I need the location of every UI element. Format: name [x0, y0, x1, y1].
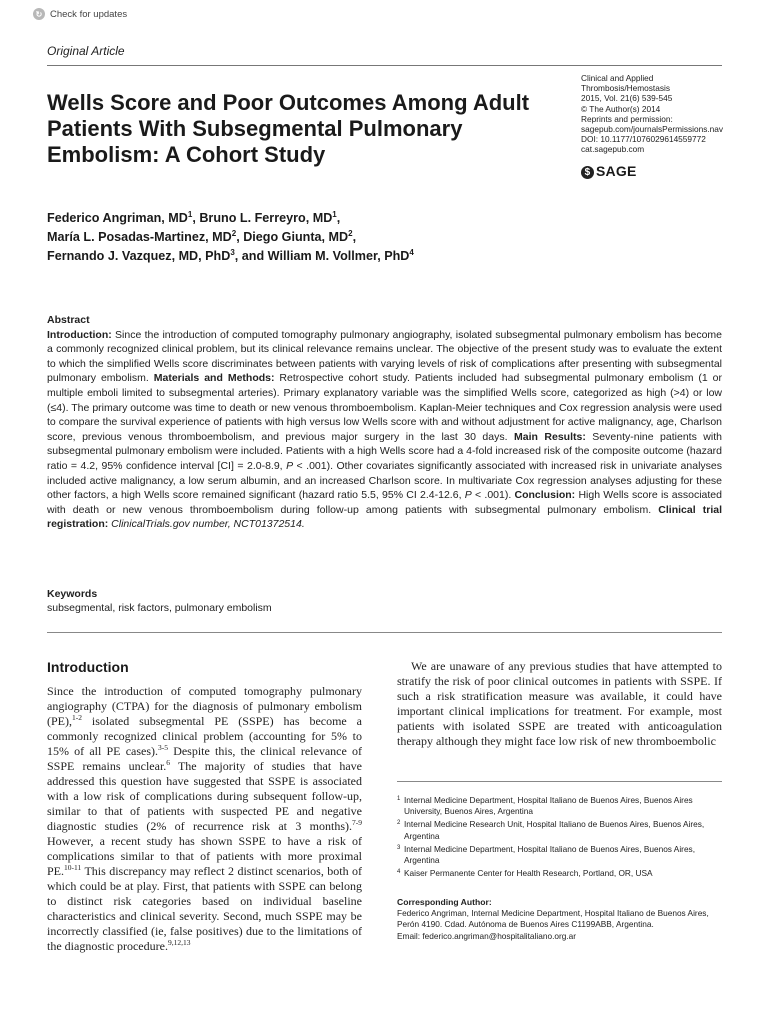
citation[interactable]: 10-11: [64, 863, 82, 872]
citation[interactable]: 9,12,13: [167, 938, 191, 947]
methods-text: Retrospective cohort study. Patients included had subsegmental pulmonary embolism (1 or multiple emboli limited to subsegmental arteries). Primary explanatory variable was the simplified Wells score, categorized as high (>4) or low (≤4). The primary outcome was time to death or new venous thromboembolism. Kaplan-Meier techniques and Cox regression analysis were used to compare the survival experience of patients with high versus low Wells score with and without adjustment for active malignancy, age, Charlson score, previous venous thromboembolism, and previous major surgery in the last 30 days.: [47, 372, 722, 443]
affiliation-mark: 1: [187, 210, 193, 219]
introduction-right-column: [397, 659, 722, 749]
publisher-name: SAGE: [596, 163, 637, 179]
results-text: Seventy-nine patients with subsegmental pulmonary embolism were included. Patients with a high Wells score had a 4-fold increased risk of the composite outcome (hazard ratio = 4.2, 95% confidence interval [CI] = 2.0-8.9,: [47, 430, 722, 472]
affiliation-mark: 3: [230, 248, 235, 257]
keywords-heading: Keywords: [47, 588, 98, 600]
doi[interactable]: DOI: 10.1177/1076029614559772: [581, 134, 706, 145]
conclusion-label: Conclusion:: [511, 489, 576, 502]
journal-name-line: Thrombosis/Hemostasis: [581, 83, 670, 94]
affiliation-text: Internal Medicine Department, Hospital Italiano de Buenos Aires, Buenos Aires University, Buenos Aires, Argentina: [404, 795, 693, 817]
affiliation-text: Internal Medicine Research Unit, Hospital Italiano de Buenos Aires, Buenos Aires, Argentina: [404, 819, 705, 841]
author-name: , Bruno L. Ferreyro, MD: [192, 211, 333, 225]
journal-url[interactable]: cat.sagepub.com: [581, 144, 645, 155]
affiliation-mark: 1: [332, 210, 337, 219]
corresponding-email[interactable]: Email: federico.angriman@hospitalitaliano.org.ar: [397, 930, 577, 941]
separator: ,: [352, 230, 357, 244]
p-symbol: P: [286, 459, 294, 472]
sage-logo-icon: $: [581, 166, 594, 179]
affiliation-mark: 4: [409, 248, 414, 257]
author-line: [47, 228, 567, 247]
introduction-left-column: [47, 684, 362, 954]
intro-label: Introduction:: [47, 328, 112, 341]
intro-text: However, a recent study has shown SSPE to have a risk of complications similar to that of patients with more proximal PE.: [47, 834, 362, 878]
footnote-divider: [397, 781, 722, 782]
p-symbol: P: [464, 489, 472, 502]
copyright: © The Author(s) 2014: [581, 103, 661, 114]
abstract: [47, 313, 722, 532]
publisher-logo: [581, 163, 636, 179]
affiliation-text: Internal Medicine Department, Hospital Italiano de Buenos Aires, Buenos Aires, Argentina: [404, 843, 696, 866]
check-for-updates-label: Check for updates: [50, 8, 128, 20]
corresponding-heading: Corresponding Author:: [397, 897, 492, 907]
article-type: Original Article: [47, 44, 125, 58]
citation[interactable]: 6: [166, 758, 171, 767]
trial-label: Clinical trial registration:: [47, 503, 723, 531]
author-line: [47, 247, 567, 266]
corresponding-address: Federico Angriman, Internal Medicine Department, Hospital Italiano de Buenos Aires, Perón 4190. Cdad. Autónoma de Buenos Aires C1199ABB, Argentina.: [397, 908, 709, 930]
author-name: María L. Posadas-Martinez, MD: [47, 230, 232, 244]
author-name: , and William M. Vollmer, PhD: [234, 249, 410, 263]
affiliation-mark: 2: [348, 229, 353, 238]
keywords: [47, 587, 722, 615]
introduction-paragraph: We are unaware of any previous studies that have attempted to stratify the risk of poor clinical outcomes in patients with SSPE. If such a risk stratification measure was available, it could have important clinical implications for treatment. For example, most patients with isolated SSPE are treated with anticoagulation therapy although they might face low risk of new thromboembolic: [397, 659, 722, 748]
results-label: Main Results:: [507, 430, 586, 443]
affiliations: [397, 795, 722, 881]
intro-text: Since the introduction of computed tomography pulmonary angiography (CTPA) for the diagnosis of pulmonary embolism (PE),: [47, 684, 362, 728]
author-name: Fernando J. Vazquez, MD, PhD: [47, 249, 231, 263]
intro-text: isolated subsegmental PE (SSPE) has become a commonly recognized clinical problem (accounting for 5% to 15% of all PE cases).: [47, 714, 362, 758]
keywords-text: subsegmental, risk factors, pulmonary embolism: [47, 602, 272, 614]
intro-text: Since the introduction of computed tomography pulmonary angiography, isolated subsegmental pulmonary embolism has become a commonly recognized clinical problem, but its clinical relevance remains unclear. The objective of the present study was to evaluate the extent to which the simplified Wells score discriminates between patients with varying levels of risk of complications after presenting with subsegmental pulmonary embolism.: [47, 328, 722, 385]
author-line: [47, 209, 567, 228]
abstract-body: [47, 328, 722, 532]
citation[interactable]: 3-5: [158, 743, 169, 752]
intro-text: This discrepancy may reflect 2 distinct scenarios, both of which could be at play. First, that patients with SSPE can belong to distinct risk categories based on individual baseline characteristics and clinical severity. Second, much SSPE may be incorrectly classified (ie, false positives) due to the limitations of the diagnostic procedure.: [47, 864, 362, 953]
update-check-icon: ↻: [33, 8, 45, 20]
affiliation-mark: 2: [231, 229, 237, 238]
corresponding-author: [397, 897, 722, 942]
citation[interactable]: 1-2: [72, 713, 82, 722]
journal-info: [581, 73, 741, 155]
permissions-link[interactable]: sagepub.com/journalsPermissions.nav: [581, 124, 724, 135]
introduction-paragraph: [47, 684, 362, 954]
affiliation-item: [397, 819, 722, 841]
intro-text: Despite this, the clinical relevance of SSPE remains unclear.: [47, 744, 362, 773]
article-title: Wells Score and Poor Outcomes Among Adult Patients With Subsegmental Pulmonary Embolism: A Cohort Study: [47, 90, 530, 167]
journal-volume: 2015, Vol. 21(6) 539-545: [581, 93, 673, 104]
author-name: , Diego Giunta, MD: [236, 230, 349, 244]
methods-label: Materials and Methods:: [148, 372, 275, 385]
affiliation-item: [397, 868, 722, 879]
affiliation-item: [397, 795, 722, 817]
author-list: [47, 209, 567, 266]
conclusion-text: High Wells score is associated with death or new venous thromboembolism during follow-up among patients with subsegmental pulmonary embolism.: [47, 489, 722, 516]
results-text: < .001).: [471, 489, 512, 502]
abstract-heading: Abstract: [47, 314, 90, 326]
journal-name-line: Clinical and Applied: [581, 73, 654, 83]
separator: ,: [336, 211, 341, 225]
check-for-updates-badge[interactable]: [33, 8, 127, 20]
trial-text: ClinicalTrials.gov number, NCT01372514.: [108, 518, 305, 531]
results-text: < .001). Other covariates significantly associated with increased risk in univariate analyses included active malignancy, a low serum albumin, and an increased Charlson score. In multivariate Cox regression analyses adjusting for these other factors, a high Wells score remained significant (hazard ratio 5.5, 95% CI 2.4-12.6,: [47, 459, 722, 502]
reprints-label: Reprints and permission:: [581, 113, 673, 124]
citation[interactable]: 7-9: [352, 818, 362, 827]
author-name: Federico Angriman, MD: [47, 211, 188, 225]
affiliation-number: 2: [397, 820, 401, 827]
introduction-heading: Introduction: [47, 659, 129, 675]
affiliation-item: [397, 844, 722, 866]
header-divider: [47, 65, 722, 66]
affiliation-number: 4: [397, 869, 401, 876]
section-divider: [47, 632, 722, 633]
affiliation-number: 3: [397, 844, 401, 851]
affiliation-number: 1: [397, 796, 401, 802]
affiliation-text: Kaiser Permanente Center for Health Research, Portland, OR, USA: [404, 868, 653, 879]
intro-text: The majority of studies that have addressed this question have suggested that SSPE is associated with a low risk of complications during subsequent follow-up, similar to that of patients with suspected PE and negative diagnostic studies (2% of recurrence risk at 3 months).: [47, 759, 362, 833]
